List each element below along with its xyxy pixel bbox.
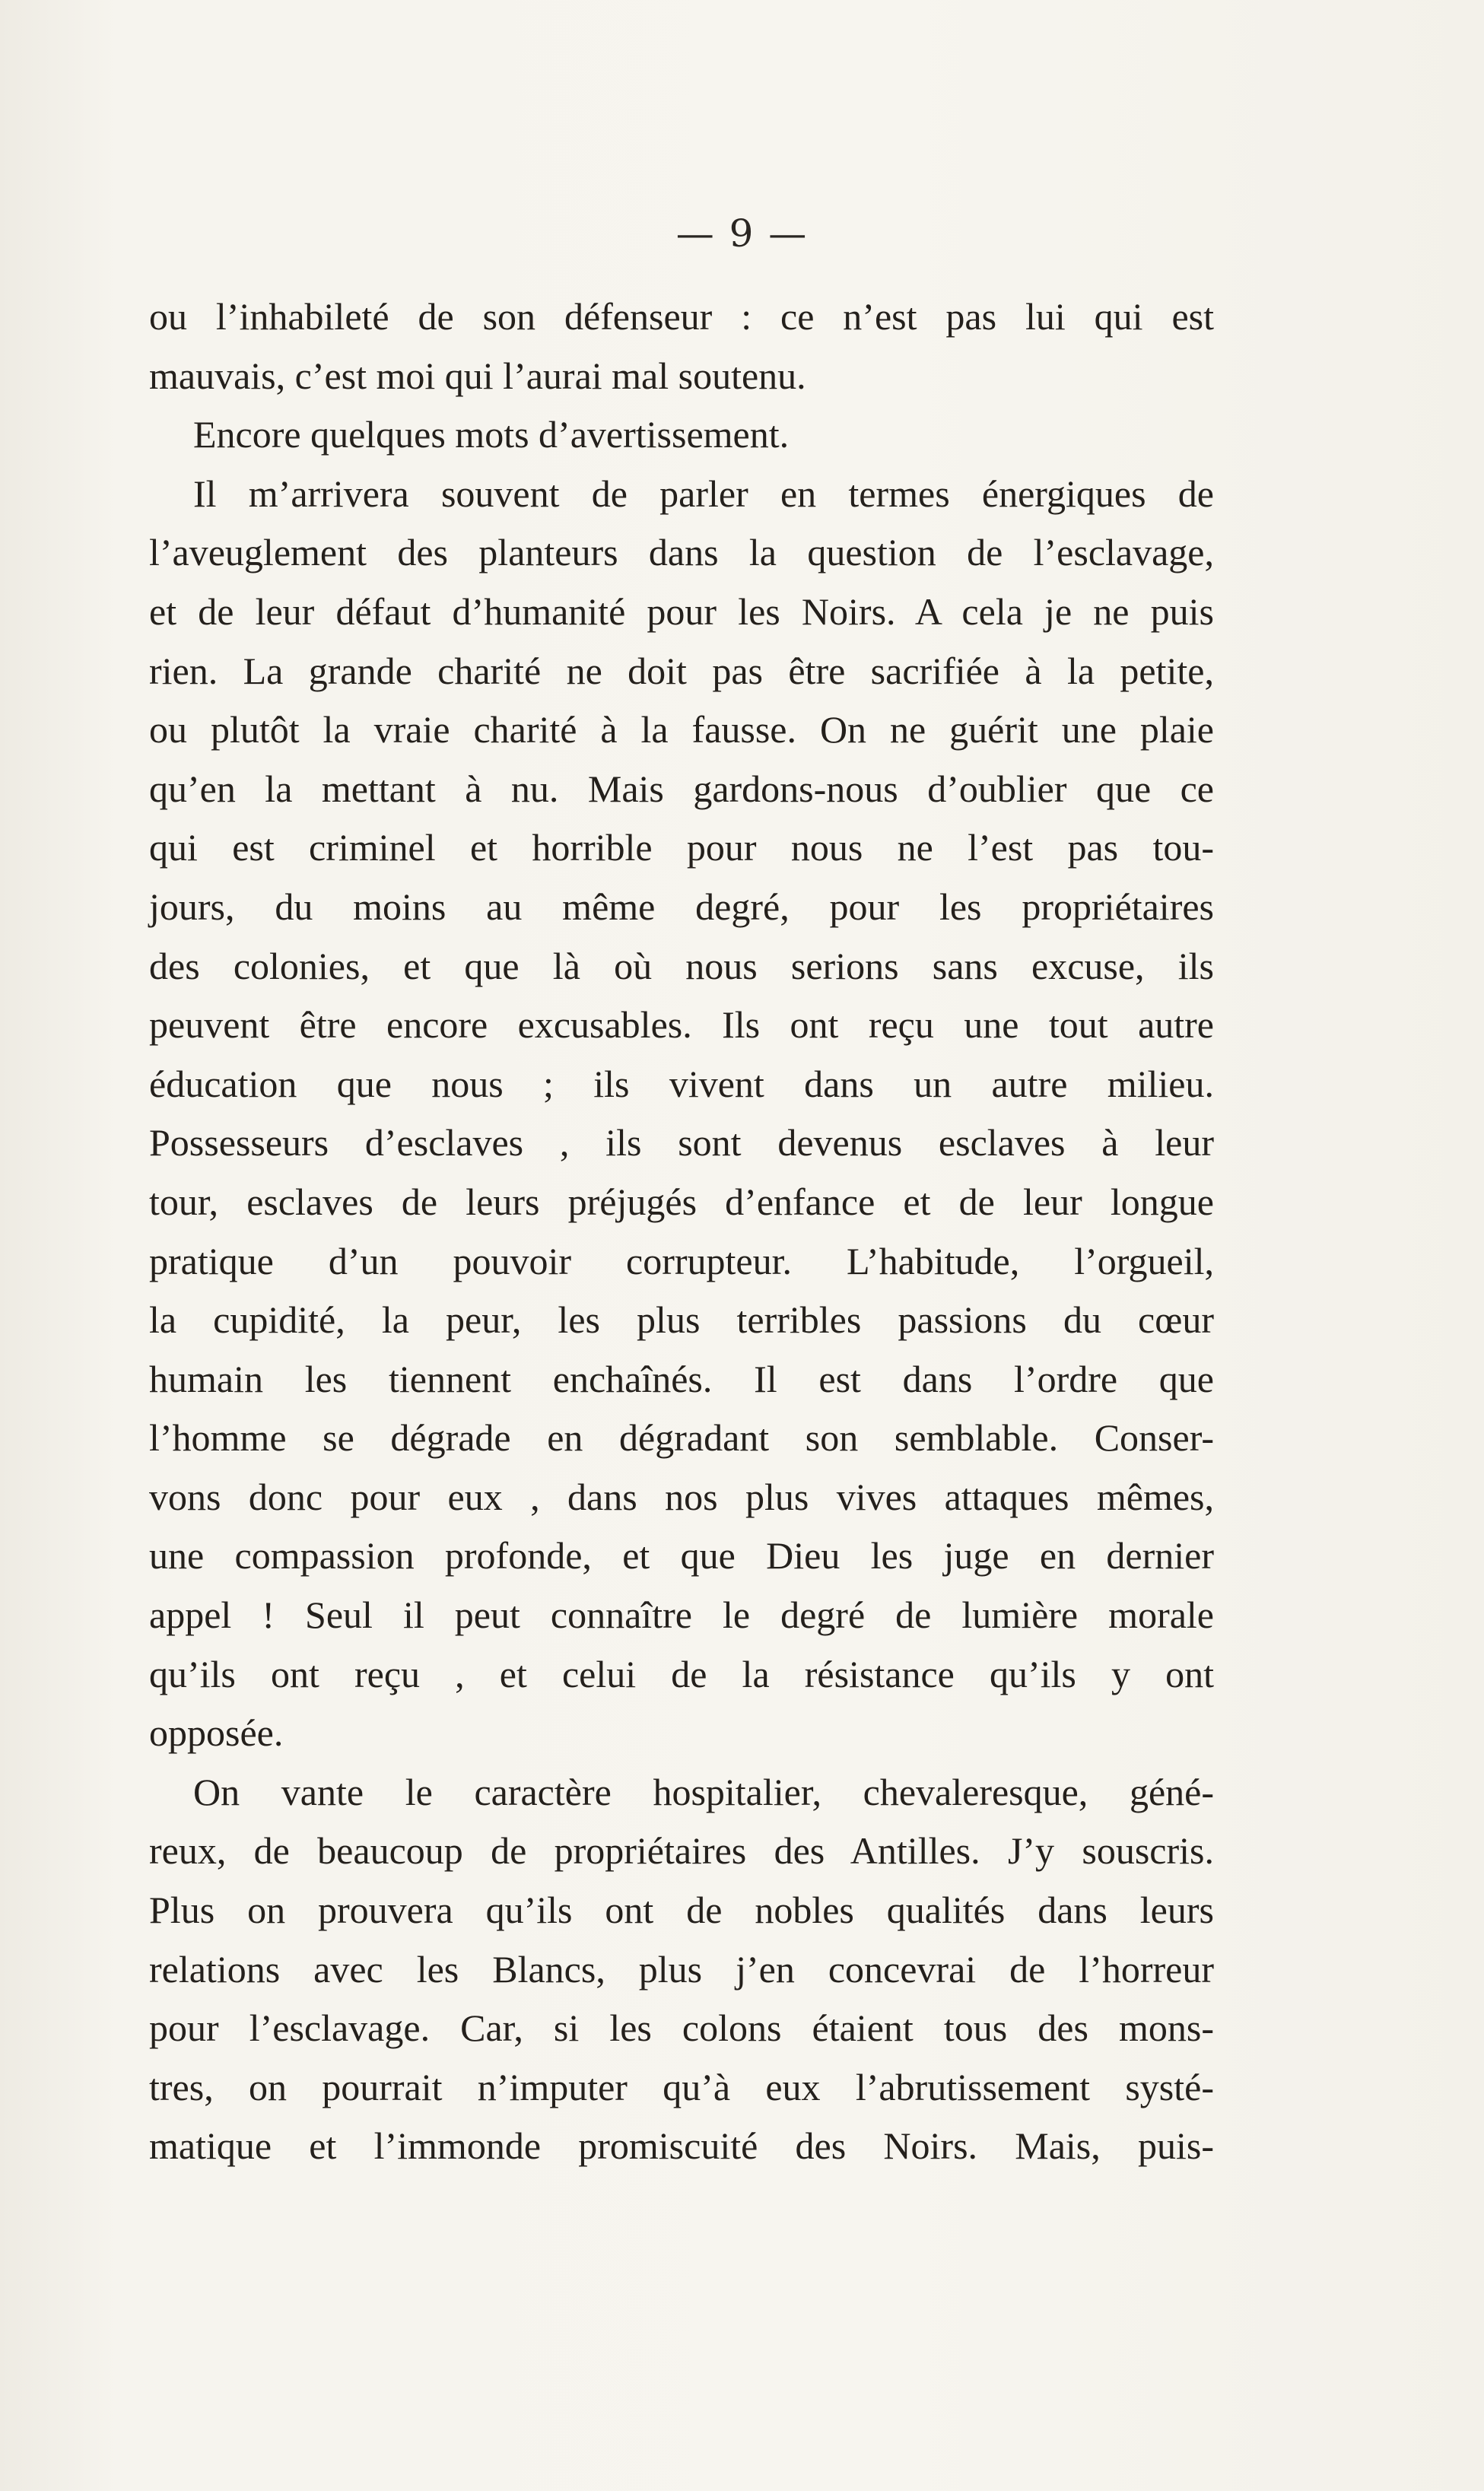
text-line: mauvais, c’est moi qui l’aurai mal soutenu. [149,354,806,397]
text-line: tres, on pourrait n’imputer qu’à eux l’abrutissement systé- [149,2065,1214,2108]
text-line: jours, du moins au même degré, pour les propriétaires [149,885,1214,928]
text-line: appel ! Seul il peut connaître le degré de lumière morale [149,1593,1214,1637]
text-line: qui est criminel et horrible pour nous ne l’est pas tou- [149,826,1214,869]
text-line: pour l’esclavage. Car, si les colons étaient tous des mons- [149,2006,1214,2050]
text-line: reux, de beaucoup de propriétaires des Antilles. J’y souscris. [149,1829,1214,1873]
text-line: éducation que nous ; ils vivent dans un autre milieu. [149,1062,1214,1105]
text-line: matique et l’immonde promiscuité des Noirs. Mais, puis- [149,2124,1214,2168]
text-line: pratique d’un pouvoir corrupteur. L’habitude, l’orgueil, [149,1239,1214,1282]
text-line: On vante le caractère hospitalier, chevaleresque, géné- [193,1770,1214,1813]
text-line: opposée. [149,1711,284,1755]
text-line: la cupidité, la peur, les plus terribles passions du cœur [149,1298,1214,1342]
text-line: une compassion profonde, et que Dieu les juge en dernier [149,1534,1214,1578]
text-line: humain les tiennent enchaînés. Il est dans l’ordre que [149,1357,1214,1400]
text-line: Encore quelques mots d’avertissement. [193,413,790,456]
text-line: peuvent être encore excusables. Ils ont reçu une tout autre [149,1003,1214,1047]
text-line: ou plutôt la vraie charité à la fausse. On ne guérit une plaie [149,708,1214,751]
text-line: tour, esclaves de leurs préjugés d’enfance et de leur longue [149,1180,1214,1223]
body-text [149,288,1214,2176]
text-line: rien. La grande charité ne doit pas être sacrifiée à la petite, [149,649,1214,692]
text-line: Plus on prouvera qu’ils ont de nobles qualités dans leurs [149,1889,1214,1932]
text-line: l’aveuglement des planteurs dans la question de l’esclavage, [149,531,1214,574]
text-line: des colonies, et que là où nous serions sans excuse, ils [149,944,1214,987]
text-line: qu’en la mettant à nu. Mais gardons-nous d’oublier que ce [149,767,1214,810]
text-line: ou l’inhabileté de son défenseur : ce n’est pas lui qui est [149,295,1214,338]
text-line: qu’ils ont reçu , et celui de la résistance qu’ils y ont [149,1652,1214,1695]
text-line: relations avec les Blancs, plus j’en concevrai de l’horreur [149,1947,1214,1991]
text-line: l’homme se dégrade en dégradant son semblable. Conser- [149,1416,1214,1460]
text-line: vons donc pour eux , dans nos plus vives attaques mêmes, [149,1475,1214,1518]
text-line: Il m’arrivera souvent de parler en termes énergiques de [193,472,1214,515]
text-line: Possesseurs d’esclaves , ils sont devenus esclaves à leur [149,1121,1214,1164]
text-line: et de leur défaut d’humanité pour les Noirs. A cela je ne puis [149,589,1214,633]
page-number: — 9 — [675,211,809,256]
